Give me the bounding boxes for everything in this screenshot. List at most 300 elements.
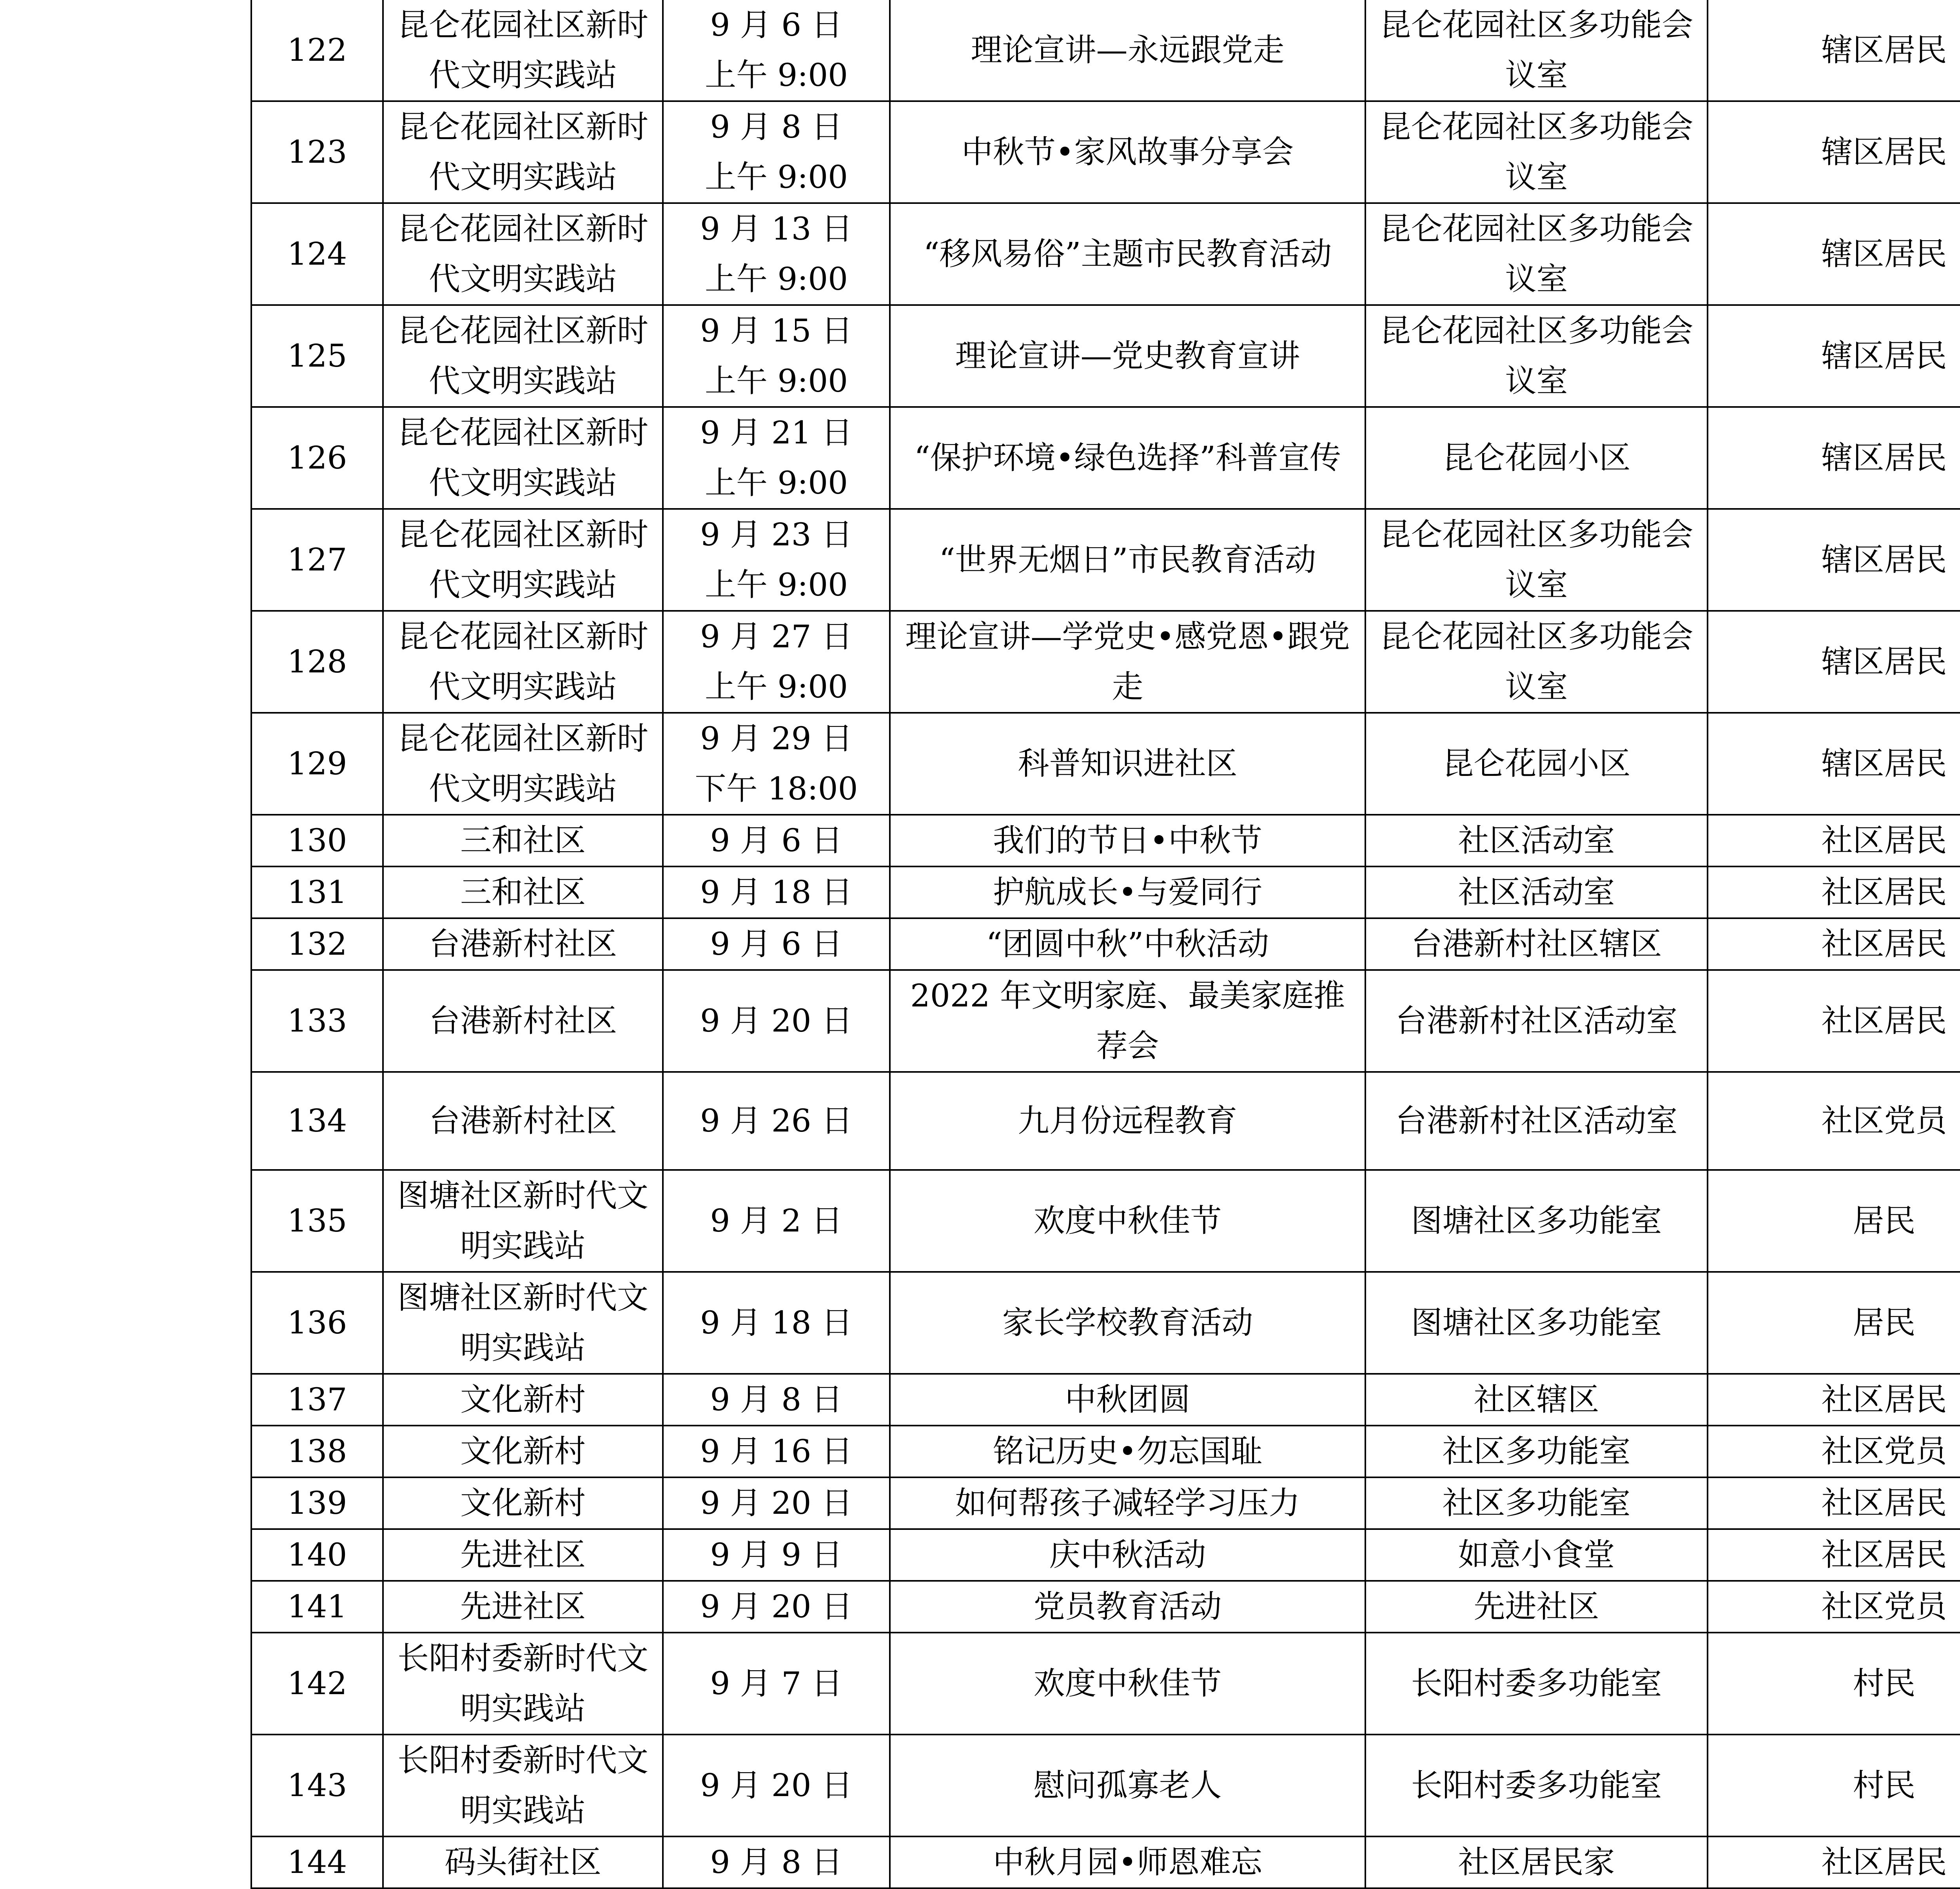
date-text: 9 月 13 日 [700, 211, 853, 247]
audience-text: 社区居民 [1821, 926, 1947, 962]
date-time-cell [663, 970, 890, 1072]
date-time-cell [663, 1272, 890, 1374]
organizer-cell [383, 305, 663, 407]
organizer-text: 台港新村社区 [429, 1103, 617, 1139]
organizer-cell [383, 101, 663, 203]
venue-cell [1365, 1836, 1708, 1888]
activity-name-cell [890, 203, 1365, 305]
serial-number-text: 141 [287, 1588, 347, 1625]
activity-name-text: 2022 年文明家庭、最美家庭推荐会 [910, 977, 1345, 1064]
audience-text: 居民 [1853, 1304, 1916, 1341]
date-time-cell [663, 1072, 890, 1170]
organizer-text: 文化新村 [460, 1485, 586, 1521]
audience-text: 辖区居民 [1821, 440, 1947, 476]
venue-text: 图塘社区多功能室 [1411, 1304, 1662, 1341]
venue-text: 昆仑花园小区 [1442, 745, 1631, 782]
audience-cell [1708, 1633, 1960, 1735]
time-text: 上午 9:00 [704, 668, 848, 705]
venue-text: 图塘社区多功能室 [1411, 1202, 1662, 1239]
audience-cell [1708, 866, 1960, 918]
audience-cell [1708, 1477, 1960, 1529]
audience-cell [1708, 1374, 1960, 1426]
organizer-text: 昆仑花园社区新时代文明实践站 [397, 109, 648, 195]
organizer-cell [383, 970, 663, 1072]
serial-number-text: 142 [287, 1665, 347, 1702]
venue-text: 昆仑花园社区多功能会议室 [1379, 211, 1693, 297]
date-text: 9 月 15 日 [700, 312, 853, 349]
audience-cell [1708, 101, 1960, 203]
organizer-text: 三和社区 [460, 822, 586, 859]
activity-name-cell [890, 713, 1365, 815]
activity-name-cell [890, 866, 1365, 918]
venue-cell [1365, 305, 1708, 407]
audience-cell [1708, 0, 1960, 101]
table-row [251, 305, 1960, 407]
organizer-text: 昆仑花园社区新时代文明实践站 [397, 414, 648, 501]
serial-number-text: 132 [287, 926, 347, 962]
table-row [251, 815, 1960, 866]
table-row [251, 101, 1960, 203]
date-time-cell [663, 713, 890, 815]
venue-cell [1365, 1170, 1708, 1272]
table-row [251, 1374, 1960, 1426]
date-time-cell [663, 509, 890, 611]
activity-name-cell [890, 1170, 1365, 1272]
date-time-cell [663, 101, 890, 203]
table-row [251, 970, 1960, 1072]
venue-cell [1365, 407, 1708, 509]
venue-text: 社区多功能室 [1442, 1485, 1631, 1521]
organizer-cell [383, 1836, 663, 1888]
organizer-text: 昆仑花园社区新时代文明实践站 [397, 618, 648, 705]
venue-text: 昆仑花园社区多功能会议室 [1379, 516, 1693, 603]
serial-number-text: 124 [287, 236, 347, 272]
audience-text: 辖区居民 [1821, 236, 1947, 272]
date-text: 9 月 27 日 [700, 618, 853, 655]
audience-text: 社区居民 [1821, 1844, 1947, 1880]
table-row [251, 1581, 1960, 1633]
activity-schedule-table [250, 0, 1960, 1889]
organizer-text: 码头街社区 [445, 1844, 601, 1880]
table-row [251, 407, 1960, 509]
serial-number-cell [251, 611, 383, 713]
table-row [251, 0, 1960, 101]
date-text: 9 月 18 日 [700, 1304, 853, 1341]
activity-name-text: 家长学校教育活动 [1002, 1304, 1253, 1341]
time-text: 上午 9:00 [704, 159, 848, 195]
audience-text: 辖区居民 [1821, 643, 1947, 680]
activity-name-cell [890, 1529, 1365, 1581]
table-row [251, 1633, 1960, 1735]
activity-name-text: 我们的节日•中秋节 [993, 822, 1263, 859]
audience-cell [1708, 509, 1960, 611]
date-text: 9 月 18 日 [700, 874, 853, 910]
activity-name-text: 党员教育活动 [1033, 1588, 1222, 1625]
organizer-text: 昆仑花园社区新时代文明实践站 [397, 720, 648, 807]
venue-cell [1365, 0, 1708, 101]
venue-text: 社区多功能室 [1442, 1433, 1631, 1469]
audience-cell [1708, 305, 1960, 407]
date-time-cell [663, 611, 890, 713]
audience-text: 社区居民 [1821, 822, 1947, 859]
organizer-text: 先进社区 [460, 1537, 586, 1573]
venue-cell [1365, 101, 1708, 203]
activity-name-cell [890, 970, 1365, 1072]
date-time-cell [663, 918, 890, 970]
serial-number-cell [251, 0, 383, 101]
activity-name-text: 科普知识进社区 [1018, 745, 1238, 782]
activity-name-text: 中秋节•家风故事分享会 [961, 134, 1294, 170]
organizer-cell [383, 509, 663, 611]
date-time-cell [663, 1581, 890, 1633]
venue-cell [1365, 1529, 1708, 1581]
organizer-text: 昆仑花园社区新时代文明实践站 [397, 312, 648, 399]
date-text: 9 月 9 日 [710, 1537, 843, 1573]
date-text: 9 月 8 日 [710, 1844, 843, 1880]
date-text: 9 月 29 日 [700, 720, 853, 757]
date-time-cell [663, 1374, 890, 1426]
serial-number-text: 127 [287, 541, 347, 578]
date-text: 9 月 7 日 [710, 1665, 843, 1702]
activity-name-text: 慰问孤寡老人 [1033, 1767, 1222, 1804]
venue-text: 昆仑花园社区多功能会议室 [1379, 618, 1693, 705]
venue-cell [1365, 1272, 1708, 1374]
activity-name-cell [890, 1272, 1365, 1374]
activity-name-text: 理论宣讲—党史教育宣讲 [955, 338, 1300, 374]
activity-name-cell [890, 407, 1365, 509]
time-text: 上午 9:00 [704, 465, 848, 501]
date-text: 9 月 20 日 [700, 1588, 853, 1625]
serial-number-cell [251, 407, 383, 509]
serial-number-text: 126 [287, 440, 347, 476]
activity-name-text: 铭记历史•勿忘国耻 [993, 1433, 1263, 1469]
date-time-cell [663, 203, 890, 305]
date-time-cell [663, 0, 890, 101]
organizer-cell [383, 1272, 663, 1374]
serial-number-cell [251, 1581, 383, 1633]
organizer-text: 昆仑花园社区新时代文明实践站 [397, 516, 648, 603]
venue-text: 长阳村委多功能室 [1411, 1665, 1662, 1702]
date-text: 9 月 2 日 [710, 1202, 843, 1239]
venue-cell [1365, 509, 1708, 611]
activity-name-text: 欢度中秋佳节 [1033, 1202, 1222, 1239]
organizer-cell [383, 0, 663, 101]
serial-number-cell [251, 1272, 383, 1374]
activity-name-text: 理论宣讲—学党史•感党恩•跟党走 [905, 618, 1350, 705]
audience-text: 社区居民 [1821, 1537, 1947, 1573]
date-time-cell [663, 1426, 890, 1477]
activity-name-text: 中秋月园•师恩难忘 [993, 1844, 1263, 1880]
serial-number-cell [251, 1477, 383, 1529]
audience-cell [1708, 970, 1960, 1072]
venue-cell [1365, 1633, 1708, 1735]
activity-name-cell [890, 1374, 1365, 1426]
audience-text: 辖区居民 [1821, 541, 1947, 578]
activity-name-text: “保护环境•绿色选择”科普宣传 [914, 440, 1341, 476]
audience-text: 社区党员 [1821, 1103, 1947, 1139]
date-text: 9 月 26 日 [700, 1103, 853, 1139]
time-text: 上午 9:00 [704, 57, 848, 93]
date-text: 9 月 6 日 [710, 822, 843, 859]
organizer-cell [383, 1072, 663, 1170]
venue-text: 昆仑花园社区多功能会议室 [1379, 312, 1693, 399]
serial-number-cell [251, 101, 383, 203]
audience-cell [1708, 1170, 1960, 1272]
table-row [251, 1477, 1960, 1529]
table-body [251, 0, 1960, 1888]
organizer-text: 三和社区 [460, 874, 586, 910]
table-row [251, 1170, 1960, 1272]
organizer-cell [383, 866, 663, 918]
audience-text: 社区居民 [1821, 874, 1947, 910]
date-time-cell [663, 1170, 890, 1272]
venue-cell [1365, 1426, 1708, 1477]
activity-name-cell [890, 305, 1365, 407]
table-row [251, 1072, 1960, 1170]
audience-cell [1708, 407, 1960, 509]
audience-cell [1708, 1836, 1960, 1888]
table-row [251, 611, 1960, 713]
serial-number-text: 123 [287, 134, 347, 170]
venue-text: 台港新村社区活动室 [1395, 1003, 1678, 1039]
activity-name-text: “团圆中秋”中秋活动 [986, 926, 1269, 962]
table-row [251, 1735, 1960, 1836]
date-time-cell [663, 815, 890, 866]
organizer-cell [383, 1529, 663, 1581]
organizer-text: 昆仑花园社区新时代文明实践站 [397, 7, 648, 93]
serial-number-cell [251, 1735, 383, 1836]
date-time-cell [663, 866, 890, 918]
serial-number-text: 139 [287, 1485, 347, 1521]
table-row [251, 1426, 1960, 1477]
table-row [251, 713, 1960, 815]
audience-text: 辖区居民 [1821, 134, 1947, 170]
serial-number-text: 125 [287, 338, 347, 374]
audience-text: 村民 [1853, 1665, 1916, 1702]
venue-cell [1365, 713, 1708, 815]
date-text: 9 月 8 日 [710, 109, 843, 145]
date-text: 9 月 20 日 [700, 1003, 853, 1039]
serial-number-text: 129 [287, 745, 347, 782]
table-row [251, 203, 1960, 305]
table-row [251, 509, 1960, 611]
organizer-cell [383, 1735, 663, 1836]
organizer-cell [383, 918, 663, 970]
organizer-cell [383, 1374, 663, 1426]
serial-number-cell [251, 1072, 383, 1170]
venue-text: 长阳村委多功能室 [1411, 1767, 1662, 1804]
activity-name-cell [890, 101, 1365, 203]
audience-text: 社区党员 [1821, 1433, 1947, 1469]
date-text: 9 月 20 日 [700, 1485, 853, 1521]
venue-text: 社区辖区 [1474, 1381, 1599, 1418]
organizer-text: 文化新村 [460, 1433, 586, 1469]
organizer-cell [383, 1633, 663, 1735]
audience-cell [1708, 203, 1960, 305]
organizer-cell [383, 1170, 663, 1272]
date-time-cell [663, 1836, 890, 1888]
serial-number-cell [251, 203, 383, 305]
venue-text: 昆仑花园小区 [1442, 440, 1631, 476]
audience-cell [1708, 1735, 1960, 1836]
date-text: 9 月 23 日 [700, 516, 853, 553]
venue-text: 昆仑花园社区多功能会议室 [1379, 7, 1693, 93]
activity-name-text: 中秋团圆 [1065, 1381, 1191, 1418]
organizer-cell [383, 407, 663, 509]
organizer-text: 昆仑花园社区新时代文明实践站 [397, 211, 648, 297]
serial-number-cell [251, 1374, 383, 1426]
table-row [251, 1836, 1960, 1888]
time-text: 上午 9:00 [704, 567, 848, 603]
venue-text: 如意小食堂 [1458, 1537, 1615, 1573]
activity-name-text: 护航成长•与爱同行 [993, 874, 1263, 910]
date-time-cell [663, 1735, 890, 1836]
venue-cell [1365, 1374, 1708, 1426]
serial-number-text: 128 [287, 643, 347, 680]
venue-text: 先进社区 [1474, 1588, 1599, 1625]
serial-number-text: 122 [287, 32, 347, 68]
date-text: 9 月 20 日 [700, 1767, 853, 1804]
serial-number-text: 133 [287, 1003, 347, 1039]
venue-cell [1365, 866, 1708, 918]
serial-number-cell [251, 1633, 383, 1735]
time-text: 下午 18:00 [695, 770, 858, 807]
date-text: 9 月 8 日 [710, 1381, 843, 1418]
venue-cell [1365, 1072, 1708, 1170]
serial-number-text: 143 [287, 1767, 347, 1804]
venue-cell [1365, 1735, 1708, 1836]
venue-text: 昆仑花园社区多功能会议室 [1379, 109, 1693, 195]
audience-cell [1708, 1581, 1960, 1633]
serial-number-cell [251, 1170, 383, 1272]
audience-cell [1708, 713, 1960, 815]
activity-name-text: “移风易俗”主题市民教育活动 [923, 236, 1332, 272]
organizer-text: 长阳村委新时代文明实践站 [397, 1742, 648, 1829]
audience-cell [1708, 1072, 1960, 1170]
serial-number-text: 137 [287, 1381, 347, 1418]
audience-text: 辖区居民 [1821, 32, 1947, 68]
organizer-cell [383, 611, 663, 713]
organizer-cell [383, 1426, 663, 1477]
organizer-text: 文化新村 [460, 1381, 586, 1418]
activity-name-cell [890, 815, 1365, 866]
activity-name-cell [890, 611, 1365, 713]
time-text: 上午 9:00 [704, 261, 848, 297]
audience-cell [1708, 1426, 1960, 1477]
organizer-text: 图塘社区新时代文明实践站 [397, 1279, 648, 1366]
activity-name-cell [890, 509, 1365, 611]
activity-name-cell [890, 1426, 1365, 1477]
activity-name-cell [890, 918, 1365, 970]
audience-text: 村民 [1853, 1767, 1916, 1804]
table-row [251, 918, 1960, 970]
date-time-cell [663, 1477, 890, 1529]
serial-number-cell [251, 305, 383, 407]
table-row [251, 1272, 1960, 1374]
serial-number-cell [251, 815, 383, 866]
activity-name-text: 九月份远程教育 [1018, 1103, 1238, 1139]
serial-number-cell [251, 866, 383, 918]
serial-number-cell [251, 509, 383, 611]
table-row [251, 866, 1960, 918]
organizer-cell [383, 203, 663, 305]
organizer-text: 台港新村社区 [429, 926, 617, 962]
activity-name-cell [890, 1072, 1365, 1170]
serial-number-cell [251, 918, 383, 970]
venue-text: 台港新村社区辖区 [1411, 926, 1662, 962]
date-text: 9 月 6 日 [710, 7, 843, 43]
date-time-cell [663, 1529, 890, 1581]
audience-text: 居民 [1853, 1202, 1916, 1239]
activity-name-text: 欢度中秋佳节 [1033, 1665, 1222, 1702]
date-text: 9 月 16 日 [700, 1433, 853, 1469]
serial-number-text: 136 [287, 1304, 347, 1341]
table-row [251, 1529, 1960, 1581]
activity-name-text: “世界无烟日”市民教育活动 [939, 541, 1316, 578]
audience-cell [1708, 1529, 1960, 1581]
activity-name-cell [890, 1633, 1365, 1735]
organizer-cell [383, 1581, 663, 1633]
venue-cell [1365, 1477, 1708, 1529]
serial-number-text: 131 [287, 874, 347, 910]
date-text: 9 月 6 日 [710, 926, 843, 962]
serial-number-cell [251, 1426, 383, 1477]
serial-number-cell [251, 713, 383, 815]
organizer-cell [383, 1477, 663, 1529]
activity-name-cell [890, 1735, 1365, 1836]
audience-cell [1708, 1272, 1960, 1374]
serial-number-text: 135 [287, 1202, 347, 1239]
venue-cell [1365, 203, 1708, 305]
activity-name-cell [890, 0, 1365, 101]
activity-name-cell [890, 1581, 1365, 1633]
venue-cell [1365, 611, 1708, 713]
serial-number-text: 144 [287, 1844, 347, 1880]
organizer-text: 图塘社区新时代文明实践站 [397, 1177, 648, 1264]
audience-text: 辖区居民 [1821, 745, 1947, 782]
activity-name-cell [890, 1836, 1365, 1888]
venue-cell [1365, 815, 1708, 866]
date-time-cell [663, 407, 890, 509]
audience-cell [1708, 815, 1960, 866]
organizer-text: 先进社区 [460, 1588, 586, 1625]
audience-text: 社区居民 [1821, 1003, 1947, 1039]
venue-cell [1365, 1581, 1708, 1633]
activity-name-text: 庆中秋活动 [1049, 1537, 1206, 1573]
serial-number-cell [251, 1836, 383, 1888]
organizer-cell [383, 815, 663, 866]
audience-cell [1708, 611, 1960, 713]
venue-text: 台港新村社区活动室 [1395, 1103, 1678, 1139]
organizer-text: 长阳村委新时代文明实践站 [397, 1640, 648, 1727]
organizer-cell [383, 713, 663, 815]
serial-number-text: 140 [287, 1537, 347, 1573]
audience-text: 社区居民 [1821, 1485, 1947, 1521]
activity-name-cell [890, 1477, 1365, 1529]
venue-cell [1365, 970, 1708, 1072]
organizer-text: 台港新村社区 [429, 1003, 617, 1039]
audience-text: 社区居民 [1821, 1381, 1947, 1418]
serial-number-cell [251, 1529, 383, 1581]
serial-number-text: 130 [287, 822, 347, 859]
date-time-cell [663, 1633, 890, 1735]
audience-cell [1708, 918, 1960, 970]
date-text: 9 月 21 日 [700, 414, 853, 451]
activity-name-text: 如何帮孩子减轻学习压力 [955, 1485, 1300, 1521]
venue-text: 社区居民家 [1458, 1844, 1615, 1880]
serial-number-text: 134 [287, 1103, 347, 1139]
time-text: 上午 9:00 [704, 363, 848, 399]
